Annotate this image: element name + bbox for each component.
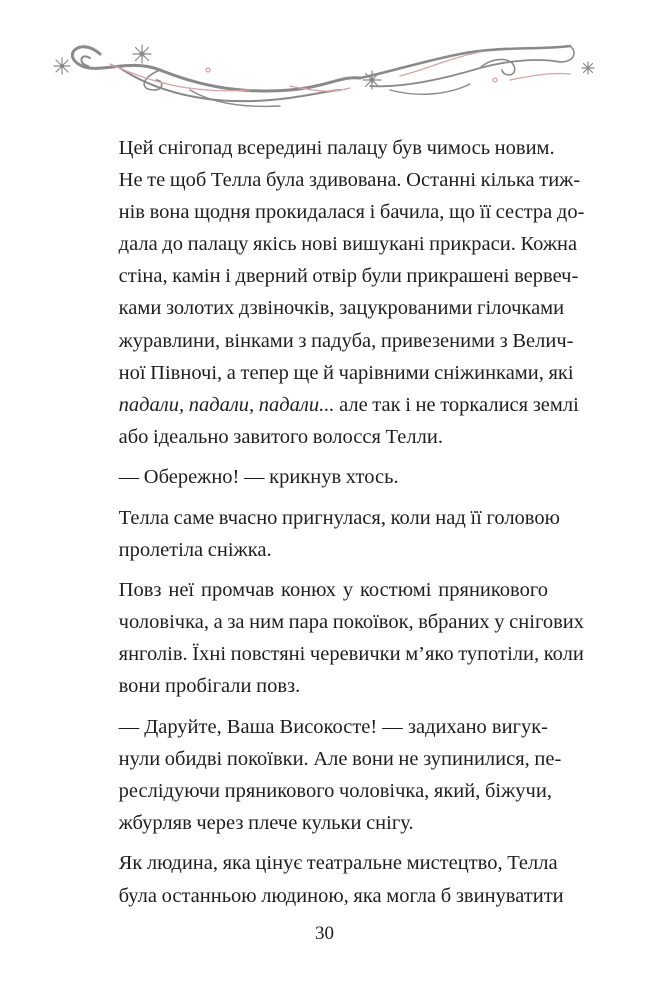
text-line: чоловічка, а за ним пара покоївок, вбраних у снігових	[118, 611, 584, 634]
text-line: янголів. Їхні повстяні черевички м’яко тупотіли, коли	[118, 643, 584, 666]
text-line: ної Півночі, а тепер ще й чарівними сніжинками, які	[118, 361, 574, 384]
text-line: вони пробігали повз.	[118, 675, 301, 698]
text-line-mixed	[92, 389, 579, 421]
text-line: ками золотих дзвіночків, зацукрованими гілочками	[118, 297, 565, 320]
text-fragment: але так і не торкалися землі	[334, 393, 579, 416]
paragraph	[92, 461, 548, 493]
text-line: пролетіла сніжка.	[118, 538, 272, 561]
snowflake-icon	[54, 45, 594, 89]
text-line: нули обидві покоївки. Але вони не зупинилися, пе-	[118, 747, 562, 770]
paragraph	[92, 132, 585, 453]
text-line: нів вона щодня прокидалася і бачила, що її сестра до-	[118, 201, 585, 224]
paragraph	[92, 847, 564, 911]
page-number: 30	[315, 923, 334, 944]
body-text	[92, 132, 585, 912]
text-line: стіна, камін і дверний отвір були прикрашені вервеч-	[118, 265, 579, 288]
text-line: була останньою людиною, яка могла б звинуватити	[118, 884, 564, 907]
text-line: Повз неї промчав конюх у костюмі пряникового	[118, 579, 548, 602]
text-line: Телла саме вчасно пригнулася, коли над її головою	[118, 506, 560, 529]
italic-text: падали, падали, падали...	[118, 393, 335, 416]
text-line: жбурляв через плече кульки снігу.	[118, 812, 414, 835]
text-line: журавлини, вінками з падуба, привезеними з Велич-	[118, 329, 574, 352]
text-line: дала до палацу якісь нові вишукані прикраси. Кожна	[118, 233, 578, 256]
paragraph	[92, 711, 562, 839]
text-line: — Даруйте, Ваша Високосте! — задихано вигук-	[118, 715, 548, 738]
text-line: Як людина, яка цінує театральне мистецтво, Телла	[118, 852, 558, 875]
header-flourish-ornament	[40, 28, 610, 120]
paragraph	[92, 574, 584, 702]
paragraph	[92, 502, 560, 566]
text-line: або ідеально завитого волосся Телли.	[118, 425, 443, 448]
text-line: — Обережно! — крикнув хтось.	[118, 466, 399, 489]
text-line: реслідуючи пряникового чоловічка, який, біжучи,	[118, 779, 552, 802]
text-line: Не те щоб Телла була здивована. Останні кілька тиж-	[118, 169, 581, 192]
text-line: Цей снігопад всередині палацу був чимось новим.	[118, 137, 555, 159]
